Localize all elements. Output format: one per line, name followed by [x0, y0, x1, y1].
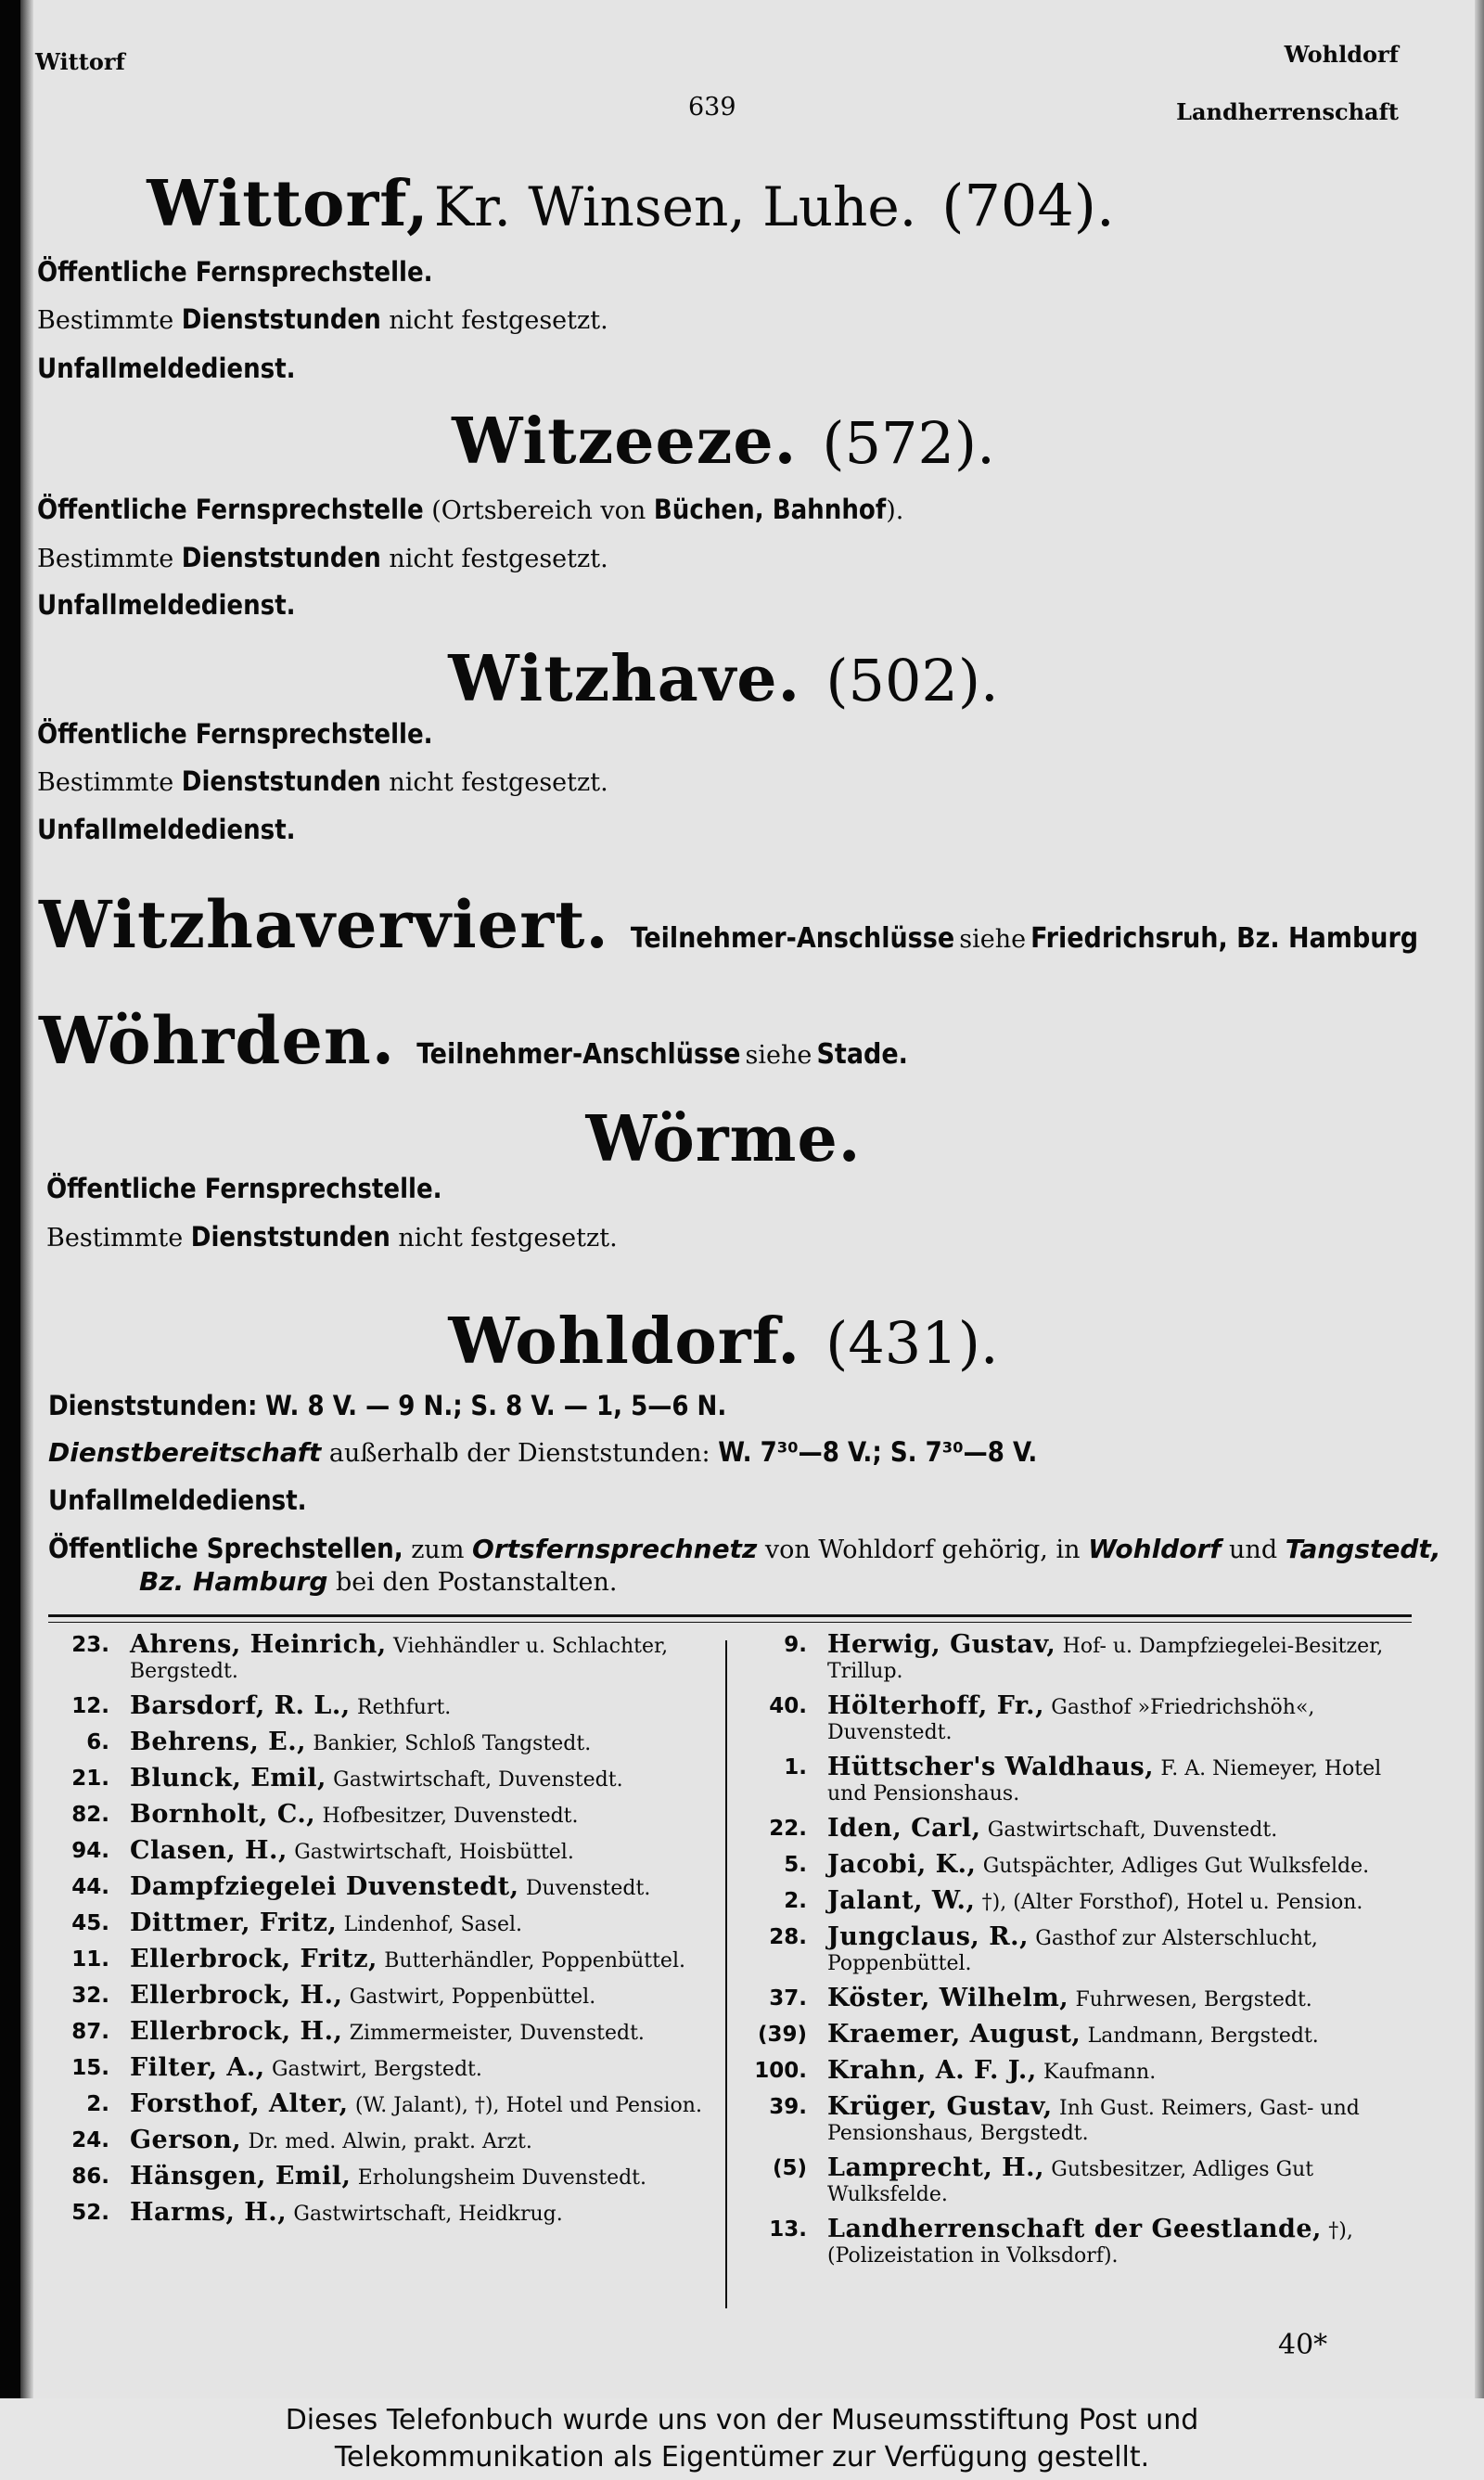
subscriber-number: 45.	[71, 1911, 109, 1935]
subscriber-name: Hänsgen, Emil,	[130, 2162, 352, 2191]
subscriber-name: Kraemer, August,	[827, 2020, 1081, 2049]
witzeeze-line-1: Öffentliche Fernsprechstelle (Ortsbereich von Büchen, Bahnhof).	[37, 494, 904, 525]
subscriber-list-left	[45, 1630, 714, 2237]
list-item	[45, 1800, 714, 1829]
subscriber-number: 39.	[769, 2095, 807, 2119]
subscriber-text	[827, 2092, 1419, 2146]
subscriber-name: Jalant, W.,	[827, 1886, 976, 1915]
subscriber-number: 86.	[71, 2165, 109, 2189]
book-spine-shadow	[0, 0, 20, 2398]
list-item	[742, 2020, 1419, 2049]
subscriber-text	[130, 1872, 714, 1901]
subscriber-number: (5)	[772, 2156, 807, 2180]
subscriber-description: Hofbesitzer, Duvenstedt.	[322, 1805, 579, 1828]
list-item	[45, 2128, 714, 2154]
subscriber-name: Ahrens, Heinrich,	[130, 1630, 387, 1659]
place-heading-wittorf	[0, 167, 1373, 241]
witzhave-line-3: Unfallmeldedienst.	[37, 814, 296, 845]
subscriber-name: Gerson,	[130, 2126, 242, 2154]
subscriber-description: Gutspächter, Adliges Gut Wulksfelde.	[982, 1855, 1370, 1878]
list-item	[742, 1630, 1419, 1684]
subscriber-text	[827, 1691, 1419, 1745]
subscriber-number: 11.	[71, 1947, 109, 1972]
subscriber-text	[827, 2020, 1419, 2049]
subscriber-description: Landmann, Bergstedt.	[1087, 2024, 1319, 2048]
subscriber-description: †), (Polizeistation in Volksdorf).	[827, 2219, 1353, 2268]
woerme-line-2: Bestimmte Dienststunden nicht festgesetzt.	[46, 1221, 618, 1253]
subscriber-text	[130, 1730, 714, 1756]
subscriber-description: Rethfurt.	[357, 1696, 452, 1719]
subscriber-name: Krahn, A. F. J.,	[827, 2056, 1037, 2085]
list-item	[742, 2217, 1419, 2268]
place-name: Wohldorf.	[448, 1304, 801, 1379]
subscriber-name: Behrens, E.,	[130, 1728, 307, 1756]
running-head-left: Wittorf	[35, 48, 125, 75]
subscriber-text	[130, 1981, 714, 2010]
subscriber-text	[827, 1814, 1419, 1843]
wohldorf-speakers: Öffentliche Sprechstellen, zum Ortsfernsprechnetz von Wohldorf gehörig, in Wohldorf und Tangstedt,	[48, 1533, 1441, 1564]
subscriber-text	[130, 2198, 714, 2227]
subscriber-name: Landherrenschaft der Geestlande,	[827, 2215, 1322, 2243]
subscriber-description: Bankier, Schloß Tangstedt.	[313, 1732, 592, 1755]
list-item	[742, 1814, 1419, 1843]
subscriber-text	[130, 2128, 714, 2154]
banner-line-1: Dieses Telefonbuch wurde uns von der Museumsstiftung Post und	[285, 2404, 1199, 2436]
subscriber-description: †), (Alter Forsthof), Hotel u. Pension.	[981, 1891, 1363, 1914]
place-name: Wittorf,	[147, 167, 429, 241]
page-number: 639	[688, 93, 736, 122]
subscriber-description: Gastwirt, Bergstedt.	[271, 2058, 482, 2081]
wittorf-line-3: Unfallmeldedienst.	[37, 353, 296, 384]
subscriber-text	[130, 2053, 714, 2082]
subscriber-number: 6.	[86, 1730, 109, 1754]
subscriber-text	[130, 2089, 714, 2118]
subscriber-name: Hüttscher's Waldhaus,	[827, 1753, 1155, 1781]
subscriber-name: Iden, Carl,	[827, 1814, 981, 1843]
subscriber-text	[130, 1800, 714, 1829]
place-heading-witzeeze	[0, 405, 1465, 479]
list-item	[742, 1922, 1419, 1976]
subscriber-text	[130, 2017, 714, 2046]
subscriber-number: 5.	[784, 1853, 807, 1877]
list-item	[45, 2198, 714, 2227]
place-number: (431).	[825, 1309, 999, 1377]
subscriber-text	[827, 1886, 1419, 1915]
banner-line-2: Telekommunikation als Eigentümer zur Verfügung gestellt.	[334, 2441, 1150, 2474]
subscriber-description: Dr. med. Alwin, prakt. Arzt.	[248, 2130, 532, 2153]
subscriber-number: 87.	[71, 2020, 109, 2044]
place-heading-woehrden: Wöhrden. Teilnehmer-Anschlüsse siehe Stade.	[39, 1002, 908, 1079]
subscriber-number: 9.	[784, 1633, 807, 1657]
place-name: Witzhaverviert.	[39, 886, 609, 963]
list-item	[45, 1730, 714, 1756]
subscriber-text	[130, 1764, 714, 1793]
divider-rule-thin	[48, 1622, 1412, 1623]
place-heading-witzhaverviert: Witzhaverviert. Teilnehmer-Anschlüsse siehe Friedrichsruh, Bz. Hamburg	[39, 886, 1419, 963]
subscriber-number: 13.	[769, 2217, 807, 2242]
column-separator	[725, 1640, 727, 2308]
subscriber-number: 82.	[71, 1803, 109, 1827]
subscriber-name: Filter, A.,	[130, 2053, 265, 2082]
running-head-right: Wohldorf	[1284, 41, 1399, 68]
subscriber-text	[130, 1630, 714, 1684]
wohldorf-line-3: Unfallmeldedienst.	[48, 1484, 307, 1516]
subscriber-text	[827, 2153, 1419, 2207]
list-item	[45, 1981, 714, 2010]
list-item	[742, 2153, 1419, 2207]
subscriber-name: Bornholt, C.,	[130, 1800, 316, 1829]
subscriber-description: Gastwirtschaft, Heidkrug.	[293, 2203, 563, 2226]
subscriber-name: Ellerbrock, H.,	[130, 2017, 343, 2046]
subscriber-number: 52.	[71, 2201, 109, 2225]
subscriber-description: Zimmermeister, Duvenstedt.	[349, 2022, 645, 2045]
list-item	[742, 1850, 1419, 1879]
subscriber-description: Lindenhof, Sasel.	[343, 1913, 522, 1936]
subscriber-description: F. A. Niemeyer, Hotel und Pensionshaus.	[827, 1757, 1382, 1805]
subscriber-description: Gasthof zur Alsterschlucht, Poppenbüttel.	[827, 1927, 1318, 1975]
place-number: (572).	[822, 409, 995, 477]
subscriber-text	[130, 1908, 714, 1937]
witzeeze-line-3: Unfallmeldedienst.	[37, 589, 296, 621]
subscriber-description: Gasthof »Friedrichshöh«, Duvenstedt.	[827, 1696, 1315, 1744]
subscriber-text	[130, 1691, 714, 1720]
subscriber-name: Harms, H.,	[130, 2198, 288, 2227]
wittorf-line-2: Bestimmte Dienststunden nicht festgesetzt.	[37, 303, 608, 335]
list-item	[742, 2092, 1419, 2146]
subscriber-description: Gastwirtschaft, Hoisbüttel.	[294, 1841, 574, 1864]
subscriber-name: Barsdorf, R. L.,	[130, 1691, 351, 1720]
woerme-line-1: Öffentliche Fernsprechstelle.	[46, 1173, 442, 1204]
place-region: Kr. Winsen, Luhe.	[433, 175, 917, 238]
book-gutter	[20, 0, 33, 2398]
subscriber-number: 2.	[784, 1889, 807, 1913]
subscriber-description: (W. Jalant), †), Hotel und Pension.	[354, 2094, 702, 2117]
list-item	[45, 2053, 714, 2082]
subscriber-text	[827, 2217, 1419, 2268]
place-number: (502).	[825, 647, 999, 714]
subscriber-name: Köster, Wilhelm,	[827, 1984, 1069, 2012]
subscriber-text	[130, 1836, 714, 1865]
subscriber-text	[130, 1947, 714, 1973]
witzhave-line-1: Öffentliche Fernsprechstelle.	[37, 718, 433, 750]
list-item	[742, 1755, 1419, 1806]
subscriber-description: Fuhrwesen, Bergstedt.	[1075, 1988, 1312, 2011]
subscriber-name: Jungclaus, R.,	[827, 1922, 1029, 1951]
subscriber-name: Dampfziegelei Duvenstedt,	[130, 1872, 519, 1901]
subscriber-description: Hof- u. Dampfziegelei-Besitzer, Trillup.	[827, 1635, 1384, 1683]
subscriber-number: 2.	[86, 2092, 109, 2116]
list-item	[45, 1947, 714, 1973]
subscriber-number: 22.	[769, 1817, 807, 1841]
copyright-banner	[0, 2398, 1484, 2480]
subscriber-text	[827, 2056, 1419, 2085]
subscriber-name: Lamprecht, H.,	[827, 2153, 1044, 2182]
subscriber-list-right	[742, 1630, 1419, 2279]
place-name: Witzeeze.	[452, 405, 798, 479]
wohldorf-speakers-2: Bz. Hamburg bei den Postanstalten.	[139, 1566, 618, 1597]
subscriber-number: 32.	[71, 1984, 109, 2008]
signature-mark: 40*	[1278, 2329, 1328, 2361]
subscriber-description: Duvenstedt.	[525, 1877, 651, 1900]
subscriber-name: Ellerbrock, H.,	[130, 1981, 343, 2010]
wittorf-line-1: Öffentliche Fernsprechstelle.	[37, 256, 433, 288]
subscriber-number: 100.	[754, 2059, 807, 2083]
list-item	[45, 2089, 714, 2118]
place-name: Wöhrden.	[39, 1002, 396, 1079]
subscriber-number: 37.	[769, 1986, 807, 2011]
subscriber-name: Jacobi, K.,	[827, 1850, 977, 1879]
subscriber-number: 44.	[71, 1875, 109, 1899]
list-item	[45, 2162, 714, 2191]
page-edge	[1475, 0, 1484, 2398]
list-item	[742, 1886, 1419, 1915]
list-item	[742, 2056, 1419, 2085]
wohldorf-readiness: Dienstbereitschaft außerhalb der Dienststunden: W. 7³⁰—8 V.; S. 7³⁰—8 V.	[48, 1436, 1038, 1468]
list-item	[45, 1908, 714, 1937]
witzeeze-line-2: Bestimmte Dienststunden nicht festgesetzt.	[37, 542, 608, 573]
place-number: (704).	[941, 172, 1115, 239]
subscriber-description: Gastwirt, Poppenbüttel.	[349, 1985, 596, 2009]
list-item	[742, 1691, 1419, 1745]
list-item	[45, 2017, 714, 2046]
subscriber-number: 1.	[784, 1755, 807, 1780]
subscriber-description: Viehhändler u. Schlachter, Bergstedt.	[130, 1635, 669, 1683]
subscriber-description: Gastwirtschaft, Duvenstedt.	[333, 1768, 623, 1792]
subscriber-number: 21.	[71, 1767, 109, 1791]
subscriber-text	[827, 1850, 1419, 1879]
subscriber-name: Forsthof, Alter,	[130, 2089, 349, 2118]
place-heading-wohldorf	[0, 1304, 1465, 1379]
subscriber-description: Erholungsheim Duvenstedt.	[357, 2166, 647, 2190]
subscriber-number: 15.	[71, 2056, 109, 2080]
list-item	[45, 1691, 714, 1720]
subscriber-text	[827, 1986, 1419, 2012]
subscriber-number: 40.	[769, 1694, 807, 1718]
subscriber-description: Gastwirtschaft, Duvenstedt.	[987, 1818, 1278, 1842]
list-item	[742, 1986, 1419, 2012]
wohldorf-hours: Dienststunden: W. 8 V. — 9 N.; S. 8 V. — 1, 5—6 N.	[48, 1390, 727, 1421]
subscriber-description: Inh Gust. Reimers, Gast- und Pensionshaus, Bergstedt.	[827, 2097, 1360, 2145]
list-item	[45, 1630, 714, 1684]
subscriber-number: (39)	[757, 2023, 807, 2047]
subscriber-name: Hölterhoff, Fr.,	[827, 1691, 1044, 1720]
subscriber-text	[827, 1922, 1419, 1976]
running-head-right-sub: Landherrenschaft	[1176, 98, 1399, 125]
subscriber-number: 12.	[71, 1694, 109, 1718]
subscriber-name: Blunck, Emil,	[130, 1764, 326, 1793]
list-item	[45, 1872, 714, 1901]
subscriber-name: Ellerbrock, Fritz,	[130, 1945, 377, 1973]
place-name: Wörme.	[585, 1102, 862, 1176]
subscriber-description: Butterhändler, Poppenbüttel.	[384, 1949, 685, 1972]
subscriber-number: 24.	[71, 2128, 109, 2152]
subscriber-number: 28.	[769, 1925, 807, 1949]
subscriber-text	[827, 1755, 1419, 1806]
subscriber-description: Gutsbesitzer, Adliges Gut Wulksfelde.	[827, 2158, 1314, 2206]
place-heading-woerme	[0, 1102, 1465, 1176]
subscriber-description: Kaufmann.	[1043, 2061, 1157, 2084]
subscriber-number: 23.	[71, 1633, 109, 1657]
subscriber-name: Dittmer, Fritz,	[130, 1908, 338, 1937]
subscriber-number: 94.	[71, 1839, 109, 1863]
subscriber-name: Krüger, Gustav,	[827, 2092, 1053, 2121]
subscriber-text	[130, 2162, 714, 2191]
list-item	[45, 1836, 714, 1865]
subscriber-name: Herwig, Gustav,	[827, 1630, 1056, 1659]
divider-rule	[48, 1614, 1412, 1617]
subscriber-name: Clasen, H.,	[130, 1836, 288, 1865]
list-item	[45, 1764, 714, 1793]
place-heading-witzhave	[0, 642, 1465, 716]
subscriber-text	[827, 1630, 1419, 1684]
place-name: Witzhave.	[448, 642, 801, 716]
witzhave-line-2: Bestimmte Dienststunden nicht festgesetzt.	[37, 765, 608, 797]
